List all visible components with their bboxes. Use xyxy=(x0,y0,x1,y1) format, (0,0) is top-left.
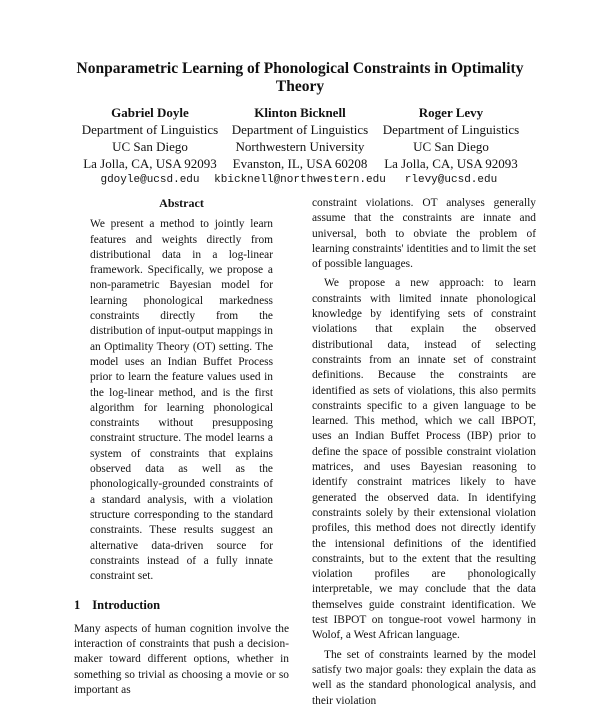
abstract-heading: Abstract xyxy=(159,196,204,210)
author-department: Department of Linguistics xyxy=(81,122,219,137)
author-department: Department of Linguistics xyxy=(382,122,520,137)
section-title: Introduction xyxy=(92,598,161,613)
author-institution: UC San Diego xyxy=(112,139,188,154)
abstract-text: We present a method to jointly learn features and weights directly from distributional data in a log-linear framework. Specifically, we propose a non-parametric Bayesian model for learning phonological markedness constraints directly from the distribution of input-output mappings in an Optimality Theory (OT) setting. The model uses an Indian Buffet Process prior to learn the feature values used in the log-linear method, and is the first algorithm for learning phonological constraints without presupposing constraint structure. The model learns a system of constraints that explains observed data as well as the phonologically-grounded constraints of a standard analysis, with a violation structure corresponding to the standard constraints. These results suggest an alternative data-driven source for constraints instead of a fully innate constraint set. xyxy=(90,218,273,583)
author-address: La Jolla, CA, USA 92093 xyxy=(384,156,518,171)
right-column xyxy=(312,196,536,709)
author-department: Department of Linguistics xyxy=(231,122,369,137)
paper-title: Nonparametric Learning of Phonological Constraints in Optimality Theory xyxy=(76,60,524,95)
author-email: rlevy@ucsd.edu xyxy=(404,174,498,186)
author-block-3 xyxy=(361,104,541,189)
body-paragraph: constraint violations. OT analyses generally assume that the constraints are innate and universal, both to obviate the problem of learning constraints' identities and to limit the set of possible languages. xyxy=(312,197,536,271)
author-email: kbicknell@northwestern.edu xyxy=(214,174,386,186)
author-address: Evanston, IL, USA 60208 xyxy=(232,156,368,171)
body-paragraph: Many aspects of human cognition involve the interaction of constraints that push a decision-maker toward different options, whether in something so trivial as choosing a movie or so important as xyxy=(74,622,289,696)
author-institution: Northwestern University xyxy=(235,139,365,154)
left-column xyxy=(74,196,289,698)
author-name: Roger Levy xyxy=(418,105,484,120)
author-address: La Jolla, CA, USA 92093 xyxy=(83,156,217,171)
body-paragraph: We propose a new approach: to learn constraints with limited innate phonological knowledge by identifying sets of constraint violations that explain the observed distributional data, instead of selecting constraints from an innate set of constraint definitions. Because the constraints are identified as sets of violations, this also permits constraints specific to a given language to be learned. This method, which we call IBPOT, uses an Indian Buffet Process (IBP) prior to define the space of possible constraint violation matrices, and uses Bayesian reasoning to identify constraint matrices likely to have generated the observed data. In identifying constraints solely by their extensional violation profiles, this method does not directly identify the intensional definitions of the identified constraints, but to the extent that the resulting violation profiles are phonologically interpretable, we may conclude that the data themselves guide constraint identification. We test IBPOT on tongue-root vowel harmony in Wolof, a West African language. xyxy=(312,277,536,642)
body-paragraph: The set of constraints learned by the model satisfy two major goals: they explain the data as well as the standard phonological analysis, and their violation xyxy=(312,648,536,707)
author-institution: UC San Diego xyxy=(413,139,489,154)
author-name: Klinton Bicknell xyxy=(254,105,346,120)
section-heading xyxy=(74,598,289,613)
section-number: 1 xyxy=(74,598,81,613)
author-name: Gabriel Doyle xyxy=(111,105,189,120)
author-email: gdoyle@ucsd.edu xyxy=(100,174,200,186)
